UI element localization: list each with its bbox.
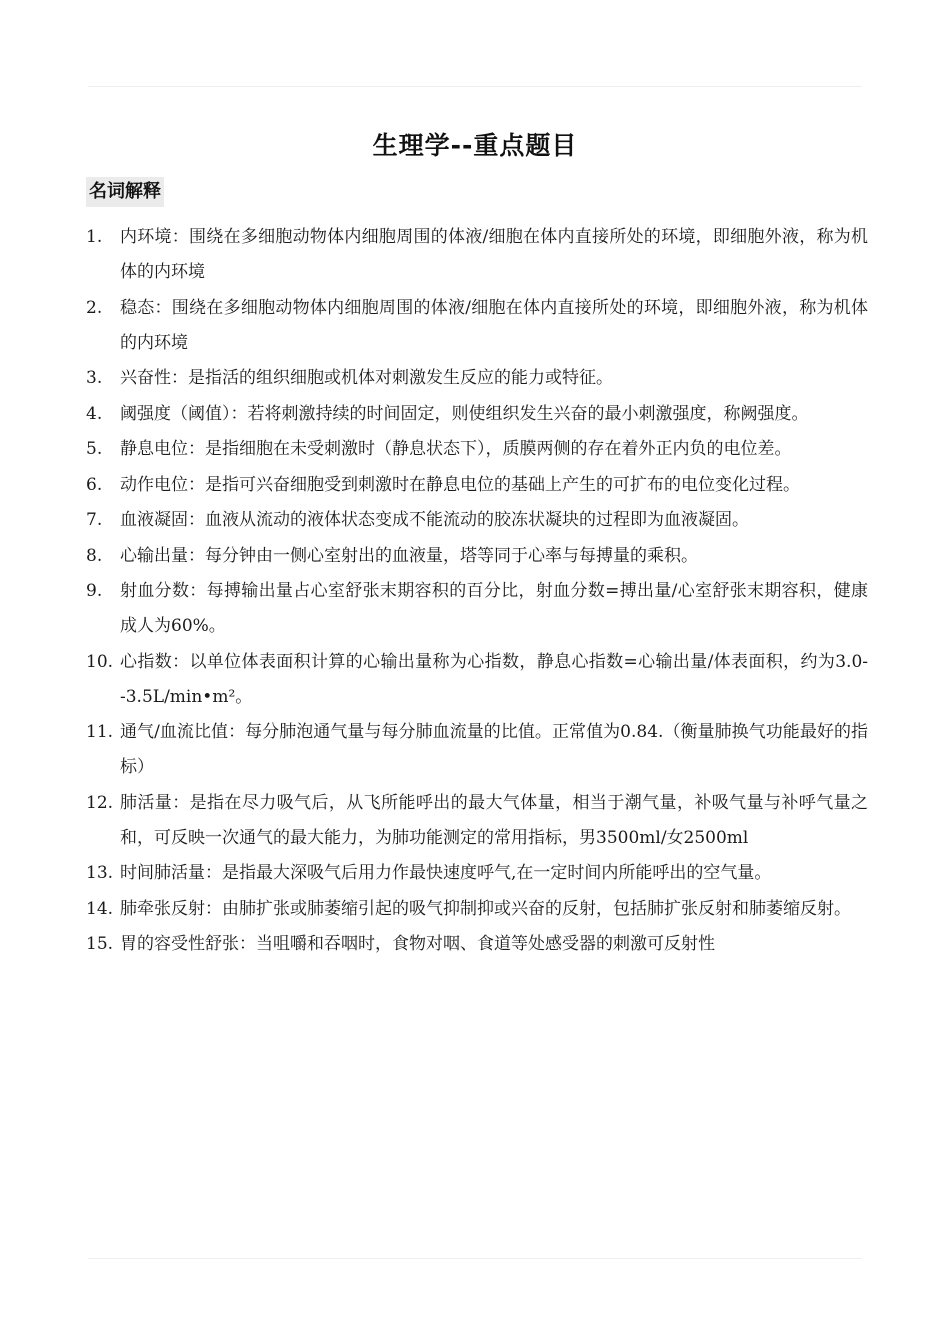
item-number: 9. [86, 581, 103, 601]
item-number: 11. [86, 722, 114, 742]
section-heading: 名词解释 [86, 177, 164, 207]
list-item [86, 291, 868, 361]
list-item [86, 397, 868, 432]
item-number: 7. [86, 510, 103, 530]
item-number: 13. [86, 863, 114, 883]
header-rule [88, 86, 862, 87]
footer-rule [88, 1258, 862, 1259]
list-item [86, 786, 868, 856]
list-item [86, 539, 868, 574]
list-item [86, 432, 868, 467]
item-text: 阈强度（阈值）：若将刺激持续的时间固定，则使组织发生兴奋的最小刺激强度，称阙强度。 [120, 403, 809, 424]
item-number: 15. [86, 934, 114, 954]
list-item [86, 856, 868, 891]
item-text: 肺活量：是指在尽力吸气后，从飞所能呼出的最大气体量，相当于潮气量，补吸气量与补呼气量之和，可反映一次通气的最大能力，为肺功能测定的常用指标，男3500ml/女2500ml [120, 792, 868, 848]
item-number: 2. [86, 297, 103, 318]
list-item [86, 927, 868, 962]
list-item [86, 574, 868, 644]
list-item [86, 645, 868, 715]
item-number: 3. [86, 368, 103, 388]
item-number: 10. [86, 651, 114, 672]
item-text: 稳态：围绕在多细胞动物体内细胞周围的体液/细胞在体内直接所处的环境，即细胞外液，称为机体的内环境 [120, 297, 868, 353]
item-text: 时间肺活量：是指最大深吸气后用力作最快速度呼气,在一定时间内所能呼出的空气量。 [120, 863, 772, 883]
item-number: 5. [86, 439, 103, 459]
item-text: 胃的容受性舒张：当咀嚼和吞咽时，食物对咽、食道等处感受器的刺激可反射性 [120, 934, 715, 954]
item-text: 动作电位：是指可兴奋细胞受到刺激时在静息电位的基础上产生的可扩布的电位变化过程。 [120, 474, 800, 495]
list-item [86, 220, 868, 290]
item-number: 14. [86, 898, 114, 919]
item-text: 兴奋性：是指活的组织细胞或机体对刺激发生反应的能力或特征。 [120, 368, 613, 388]
item-text: 通气/血流比值：每分肺泡通气量与每分肺血流量的比值。正常值为0.84.（衡量肺换气功能最好的指标） [120, 722, 868, 777]
page-title: 生理学--重点题目 [372, 131, 578, 160]
list-item [86, 503, 868, 538]
item-text: 肺牵张反射：由肺扩张或肺萎缩引起的吸气抑制抑或兴奋的反射，包括肺扩张反射和肺萎缩反射。 [120, 898, 851, 919]
item-text: 心输出量：每分钟由一侧心室射出的血液量，塔等同于心率与每搏量的乘积。 [120, 545, 698, 566]
list-item [86, 468, 868, 503]
term-list [86, 220, 868, 963]
item-text: 静息电位：是指细胞在未受刺激时（静息状态下），质膜两侧的存在着外正内负的电位差。 [120, 439, 792, 459]
item-text: 血液凝固：血液从流动的液体状态变成不能流动的胶冻状凝块的过程即为血液凝固。 [120, 510, 749, 530]
item-number: 6. [86, 474, 103, 495]
item-number: 8. [86, 545, 103, 566]
item-text: 内环境：围绕在多细胞动物体内细胞周围的体液/细胞在体内直接所处的环境，即细胞外液，称为机体的内环境 [120, 227, 868, 282]
item-text: 射血分数：每搏输出量占心室舒张末期容积的百分比，射血分数=搏出量/心室舒张末期容积，健康成人为60%。 [120, 581, 868, 636]
list-item [86, 715, 868, 785]
item-number: 4. [86, 403, 103, 424]
list-item [86, 892, 868, 927]
item-number: 1. [86, 227, 103, 247]
item-number: 12. [86, 792, 114, 813]
list-item [86, 361, 868, 396]
item-text: 心指数：以单位体表面积计算的心输出量称为心指数，静息心指数=心输出量/体表面积，约为3.0--3.5L/min•m²。 [120, 651, 868, 707]
